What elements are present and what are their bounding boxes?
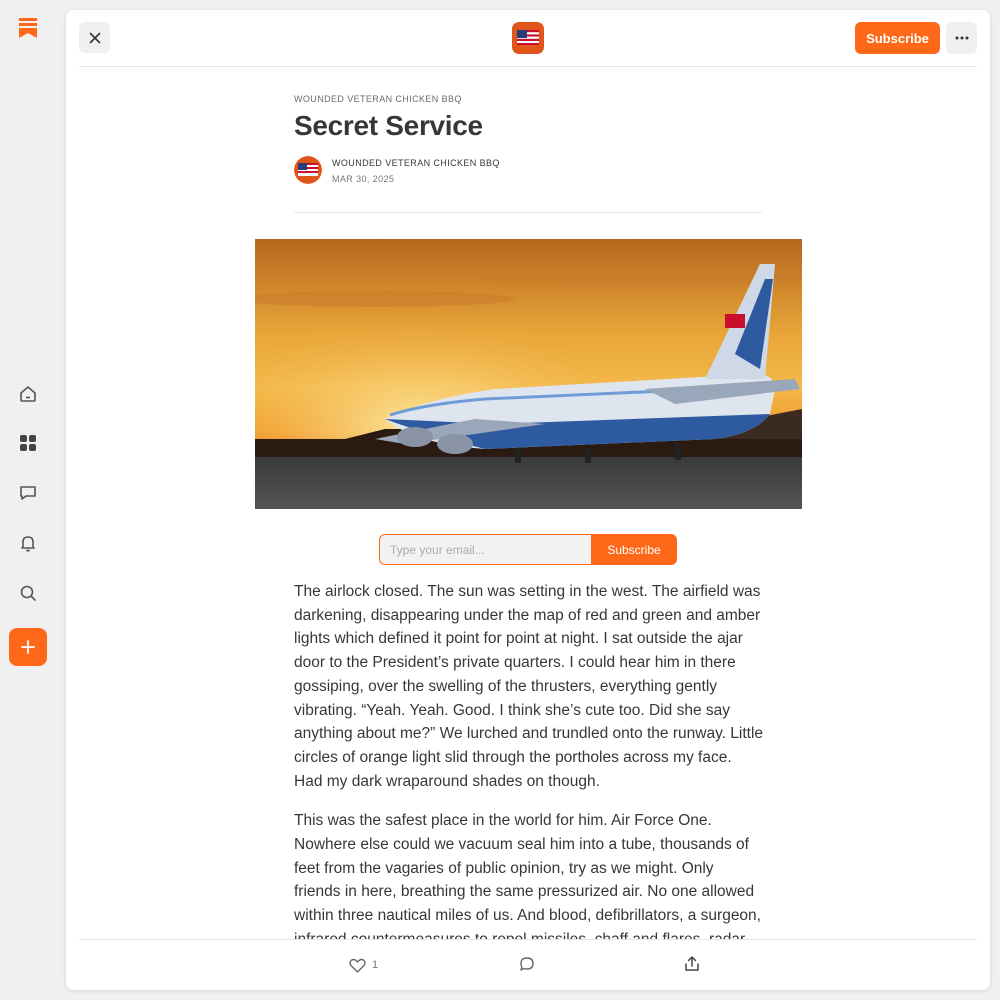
paragraph: The airlock closed. The sun was setting in the west. The airfield was darkening, disappearing under the map of red and green and amber lights which defined it point for point at night. I sat outside the ajar door to the President’s private quarters. I could hear him in there gossiping, over the swelling of the thrusters, everything gently vibrating. “Yeah. Yeah. Good. I think she’s cute too. Did she say anything about me?” We lurched and trundled onto the runway. Little circles of orange light slid through the portholes across my face. Had my dark wraparound shades on though. (294, 583, 764, 790)
close-icon (89, 32, 101, 44)
paragraph: This was the safest place in the world for him. Air Force One. Nowhere else could we vacuum seal him into a tube, thousands of feet from the vagaries of public opinion, try as we might. Only friends in here, breathing the same pressurized air. No one allowed within three nautical miles of us. And blood, defibrillators, a surgeon, (294, 812, 761, 925)
post-footer (79, 939, 977, 990)
home-icon[interactable] (12, 378, 44, 410)
post-card (66, 10, 990, 990)
plus-icon (20, 639, 36, 655)
divider (294, 212, 762, 213)
share-icon (684, 955, 700, 972)
byline (294, 156, 762, 186)
post-date: MAR 30, 2025 (332, 174, 395, 184)
grid-icon[interactable] (12, 427, 44, 459)
bell-icon[interactable] (12, 527, 44, 559)
heart-icon (349, 958, 366, 973)
post-header (79, 10, 977, 67)
left-rail (0, 0, 56, 1000)
publication-name[interactable]: WOUNDED VETERAN CHICKEN BBQ (294, 94, 462, 104)
author-name[interactable]: WOUNDED VETERAN CHICKEN BBQ (332, 158, 500, 168)
post-body (294, 580, 764, 990)
compose-button[interactable] (9, 628, 47, 666)
post-title: Secret Service (294, 110, 483, 141)
email-input[interactable] (379, 534, 593, 565)
subscribe-form (379, 534, 677, 565)
publication-logo[interactable] (512, 22, 544, 54)
close-button[interactable] (79, 22, 110, 53)
share-button[interactable] (684, 955, 700, 977)
more-button[interactable] (946, 22, 977, 54)
chat-icon[interactable] (12, 477, 44, 509)
comment-button[interactable] (519, 956, 535, 977)
email-subscribe-button[interactable]: Subscribe (591, 534, 677, 565)
avatar[interactable] (294, 156, 322, 184)
comment-icon (519, 956, 535, 972)
like-count: 1 (372, 959, 379, 971)
substack-logo-icon[interactable] (16, 16, 40, 40)
like-button[interactable] (349, 955, 378, 975)
hero-image[interactable] (255, 239, 802, 509)
search-icon[interactable] (12, 577, 44, 609)
post-meta (294, 94, 762, 213)
subscribe-button[interactable]: Subscribe (855, 22, 940, 54)
more-icon (955, 36, 969, 40)
